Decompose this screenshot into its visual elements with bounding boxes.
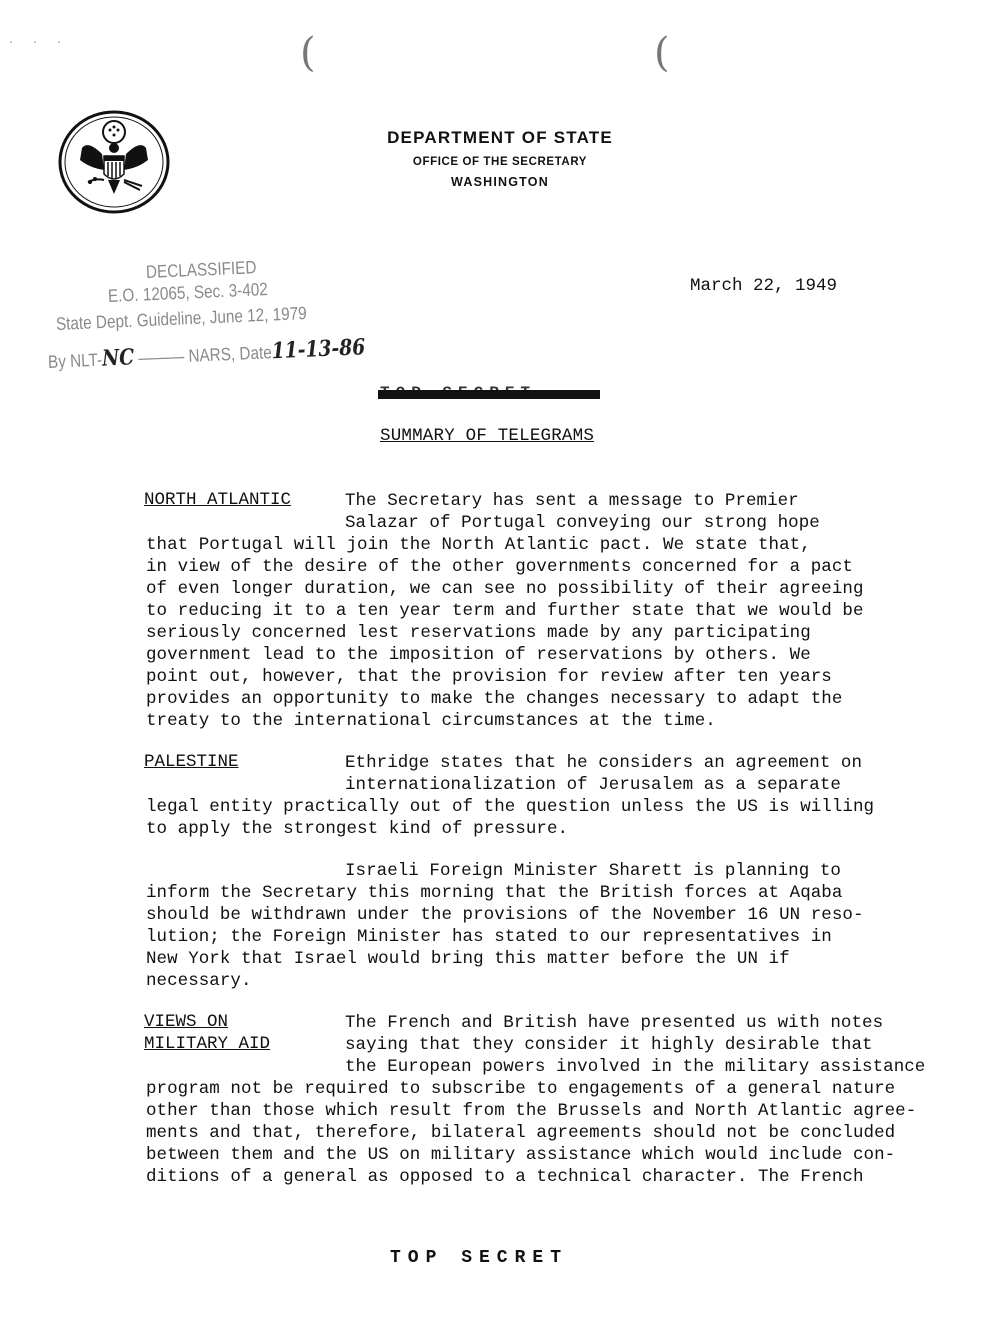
- body-line: in view of the desire of the other governments concerned for a pact: [146, 557, 853, 577]
- stamp-line: E.O. 12065, Sec. 3-402: [107, 279, 269, 306]
- declassification-stamp: [47, 257, 378, 392]
- strike-bar: [378, 390, 600, 399]
- body-line: lution; the Foreign Minister has stated to our representatives in: [146, 927, 832, 947]
- body-line: to reducing it to a ten year term and further state that we would be: [146, 601, 864, 621]
- stamp-date: 11-13-86: [271, 334, 366, 365]
- body-line: legal entity practically out of the question unless the US is willing: [146, 797, 875, 817]
- document-date: March 22, 1949: [690, 276, 838, 296]
- punch-mark: (: [654, 30, 670, 76]
- body-line: government lead to the imposition of reservations by others. We: [146, 645, 811, 665]
- section-heading-north-atlantic: NORTH ATLANTIC: [144, 490, 292, 510]
- body-line: The Secretary has sent a message to Premier: [345, 491, 799, 511]
- body-line: provides an opportunity to make the changes necessary to adapt the: [146, 689, 843, 709]
- body-line: The French and British have presented us with notes: [345, 1013, 884, 1033]
- punch-mark: (: [300, 30, 316, 76]
- page-title: SUMMARY OF TELEGRAMS: [380, 426, 595, 446]
- body-line: should be withdrawn under the provisions of the November 16 UN reso-: [146, 905, 864, 925]
- body-line: inform the Secretary this morning that the British forces at Aqaba: [146, 883, 843, 903]
- stamp-line: By NLT-NC ——— NARS, Date11-13-86: [47, 334, 366, 372]
- body-line: Salazar of Portugal conveying our strong hope: [345, 513, 820, 533]
- body-line: of even longer duration, we can see no possibility of their agreeing: [146, 579, 864, 599]
- body-line: between them and the US on military assistance which would include con-: [146, 1145, 896, 1165]
- stamp-initials: NC: [101, 344, 135, 372]
- department-name: DEPARTMENT OF STATE: [387, 128, 613, 147]
- section-heading-military-aid: MILITARY AID: [144, 1034, 271, 1054]
- body-line: ditions of a general as opposed to a technical character. The French: [146, 1167, 864, 1187]
- body-line: treaty to the international circumstances at the time.: [146, 711, 716, 731]
- body-line: necessary.: [146, 971, 252, 991]
- body-line: that Portugal will join the North Atlantic pact. We state that,: [146, 535, 811, 555]
- great-seal-icon: [58, 110, 170, 214]
- stamp-line: State Dept. Guideline, June 12, 1979: [55, 303, 308, 334]
- city-name: WASHINGTON: [451, 175, 549, 189]
- letterhead: [340, 128, 660, 189]
- body-line: internationalization of Jerusalem as a separate: [345, 775, 841, 795]
- body-line: seriously concerned lest reservations made by any participating: [146, 623, 811, 643]
- body-line: the European powers involved in the military assistance: [345, 1057, 926, 1077]
- scan-speck: · · ·: [8, 38, 69, 49]
- footer-classification: TOP SECRET: [390, 1248, 569, 1268]
- stamp-middle: NARS, Date: [188, 342, 273, 366]
- body-line: point out, however, that the provision for review after ten years: [146, 667, 832, 687]
- office-name: OFFICE OF THE SECRETARY: [412, 156, 588, 168]
- stamp-line: DECLASSIFIED: [145, 257, 257, 282]
- body-line: Ethridge states that he considers an agreement on: [345, 753, 863, 773]
- section-heading-palestine: PALESTINE: [144, 752, 239, 772]
- stamp-prefix: By NLT-: [47, 349, 103, 372]
- section-heading-views-on: VIEWS ON: [144, 1012, 229, 1032]
- body-line: to apply the strongest kind of pressure.: [146, 819, 569, 839]
- body-line: program not be required to subscribe to engagements of a general nature: [146, 1079, 896, 1099]
- body-line: Israeli Foreign Minister Sharett is planning to: [345, 861, 841, 881]
- body-line: saying that they consider it highly desirable that: [345, 1035, 873, 1055]
- body-line: New York that Israel would bring this matter before the UN if: [146, 949, 790, 969]
- body-line: ments and that, therefore, bilateral agreements should not be concluded: [146, 1123, 896, 1143]
- body-line: other than those which result from the Brussels and North Atlantic agree-: [146, 1101, 917, 1121]
